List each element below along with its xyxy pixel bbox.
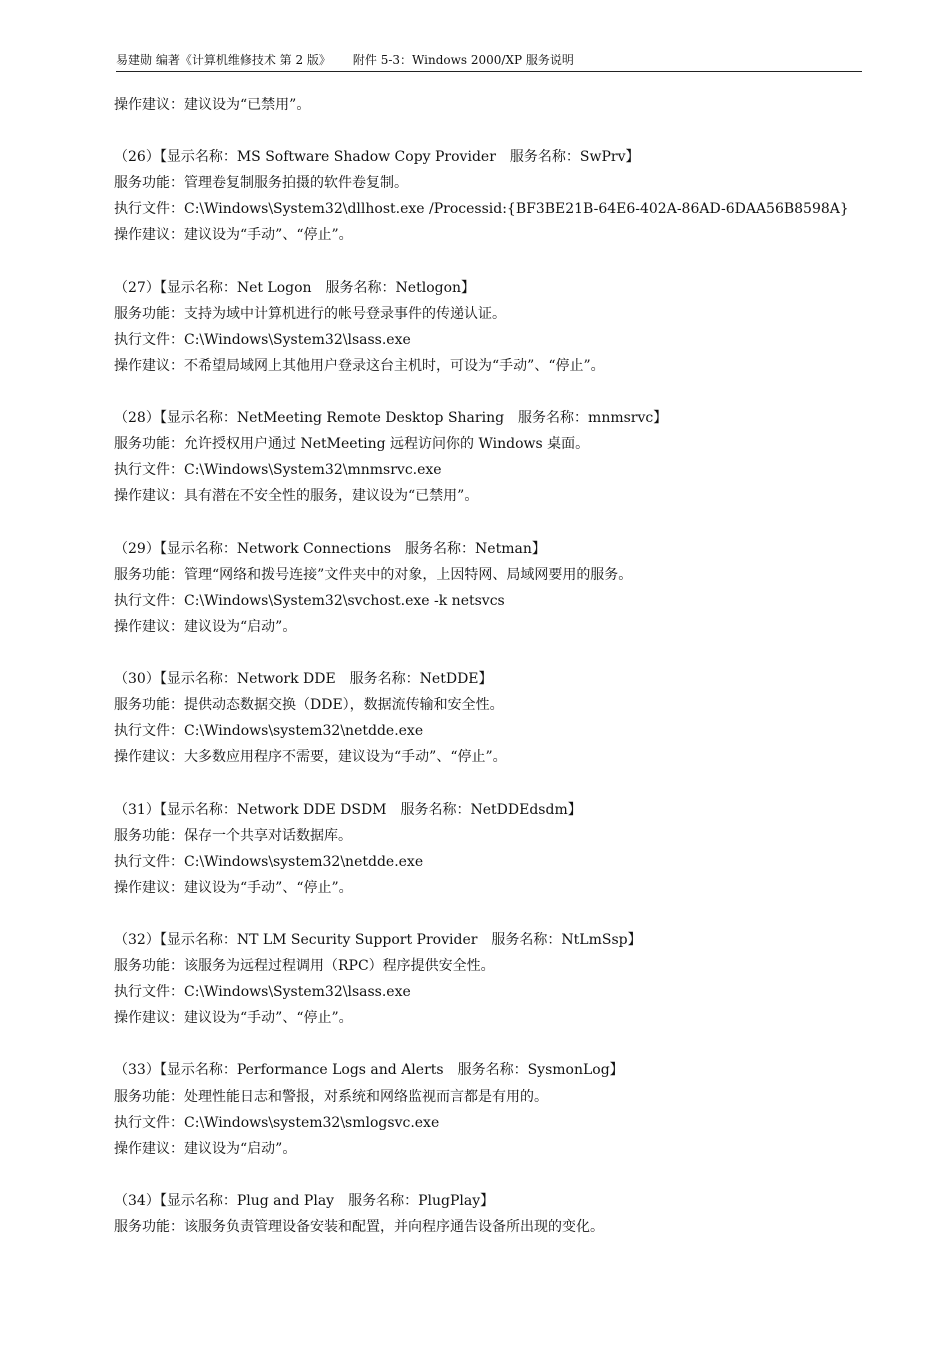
service-function: 服务功能：允许授权用户通过 NetMeeting 远程访问你的 Windows 桌面。 — [114, 436, 590, 453]
service-title: （33）【显示名称：Performance Logs and Alerts 服务名称：SysmonLog】 — [114, 1062, 624, 1079]
service-advice: 操作建议：建议设为“启动”。 — [114, 1140, 297, 1157]
section-title: 附件 5-3：Windows 2000/XP 服务说明 — [352, 53, 574, 67]
service-entry-26 — [114, 144, 874, 248]
header-rule — [116, 71, 862, 72]
service-exec: 执行文件：C:\Windows\System32\svchost.exe -k netsvcs — [114, 592, 505, 609]
service-exec: 执行文件：C:\Windows\System32\lsass.exe — [114, 331, 411, 348]
service-title: （32）【显示名称：NT LM Security Support Provider 服务名称：NtLmSsp】 — [114, 932, 642, 948]
service-advice: 操作建议：建议设为“手动”、“停止”。 — [114, 879, 353, 896]
service-title: （31）【显示名称：Network DDE DSDM 服务名称：NetDDEdsdm】 — [114, 801, 582, 818]
service-title: （28）【显示名称：NetMeeting Remote Desktop Sharing 服务名称：mnmsrvc】 — [114, 410, 668, 427]
service-title: （29）【显示名称：Network Connections 服务名称：Netman】 — [114, 540, 546, 557]
service-function: 服务功能：保存一个共享对话数据库。 — [114, 827, 352, 844]
service-exec: 执行文件：C:\Windows\System32\lsass.exe — [114, 984, 411, 1001]
service-entry-31 — [114, 797, 874, 901]
service-advice: 操作建议：不希望局域网上其他用户登录这台主机时，可设为“手动”、“停止”。 — [114, 357, 605, 374]
service-entry-33 — [114, 1057, 874, 1161]
service-advice: 操作建议：建议设为“手动”、“停止”。 — [114, 1010, 353, 1027]
service-entry-32 — [114, 927, 874, 1031]
service-entry-27 — [114, 275, 874, 379]
service-function: 服务功能：支持为域中计算机进行的帐号登录事件的传递认证。 — [114, 305, 506, 322]
service-advice: 操作建议：建议设为“启动”。 — [114, 618, 297, 635]
service-exec: 执行文件：C:\Windows\system32\netdde.exe — [114, 723, 424, 740]
service-title: （27）【显示名称：Net Logon 服务名称：Netlogon】 — [114, 279, 476, 296]
service-function: 服务功能：管理卷复制服务拍摄的软件卷复制。 — [114, 175, 408, 192]
service-entry-34 — [114, 1188, 874, 1240]
service-advice: 操作建议：大多数应用程序不需要，建议设为“手动”、“停止”。 — [114, 749, 507, 766]
service-function: 服务功能：该服务为远程过程调用（RPC）程序提供安全性。 — [114, 958, 495, 975]
page-body — [114, 92, 874, 1240]
service-entry-29 — [114, 536, 874, 640]
service-title: （30）【显示名称：Network DDE 服务名称：NetDDE】 — [114, 671, 493, 688]
service-entry-28 — [114, 405, 874, 509]
service-entry-30 — [114, 666, 874, 770]
service-function: 服务功能：该服务负责管理设备安装和配置，并向程序通告设备所出现的变化。 — [114, 1219, 604, 1236]
book-title: 易建勋 编著《计算机维修技术 第 2 版》 — [116, 53, 331, 67]
service-exec: 执行文件：C:\Windows\System32\dllhost.exe /Processid:{BF3BE21B-64E6-402A-86AD-6DAA56B8598A} — [114, 201, 849, 218]
service-exec: 执行文件：C:\Windows\system32\netdde.exe — [114, 853, 424, 870]
service-exec: 执行文件：C:\Windows\System32\mnmsrvc.exe — [114, 462, 442, 479]
service-function: 服务功能：管理“网络和拨号连接”文件夹中的对象，上因特网、局域网要用的服务。 — [114, 566, 633, 583]
service-advice: 操作建议：建议设为“手动”、“停止”。 — [114, 227, 353, 244]
service-title: （26）【显示名称：MS Software Shadow Copy Provider 服务名称：SwPrv】 — [114, 149, 640, 166]
service-function: 服务功能：提供动态数据交换（DDE），数据流传输和安全性。 — [114, 697, 504, 714]
intro-advice: 操作建议：建议设为“已禁用”。 — [114, 97, 311, 113]
service-title: （34）【显示名称：Plug and Play 服务名称：PlugPlay】 — [114, 1192, 495, 1209]
service-function: 服务功能：处理性能日志和警报，对系统和网络监视而言都是有用的。 — [114, 1088, 548, 1105]
page-header — [116, 52, 862, 70]
service-advice: 操作建议：具有潜在不安全性的服务，建议设为“已禁用”。 — [114, 488, 479, 505]
service-exec: 执行文件：C:\Windows\system32\smlogsvc.exe — [114, 1114, 440, 1131]
